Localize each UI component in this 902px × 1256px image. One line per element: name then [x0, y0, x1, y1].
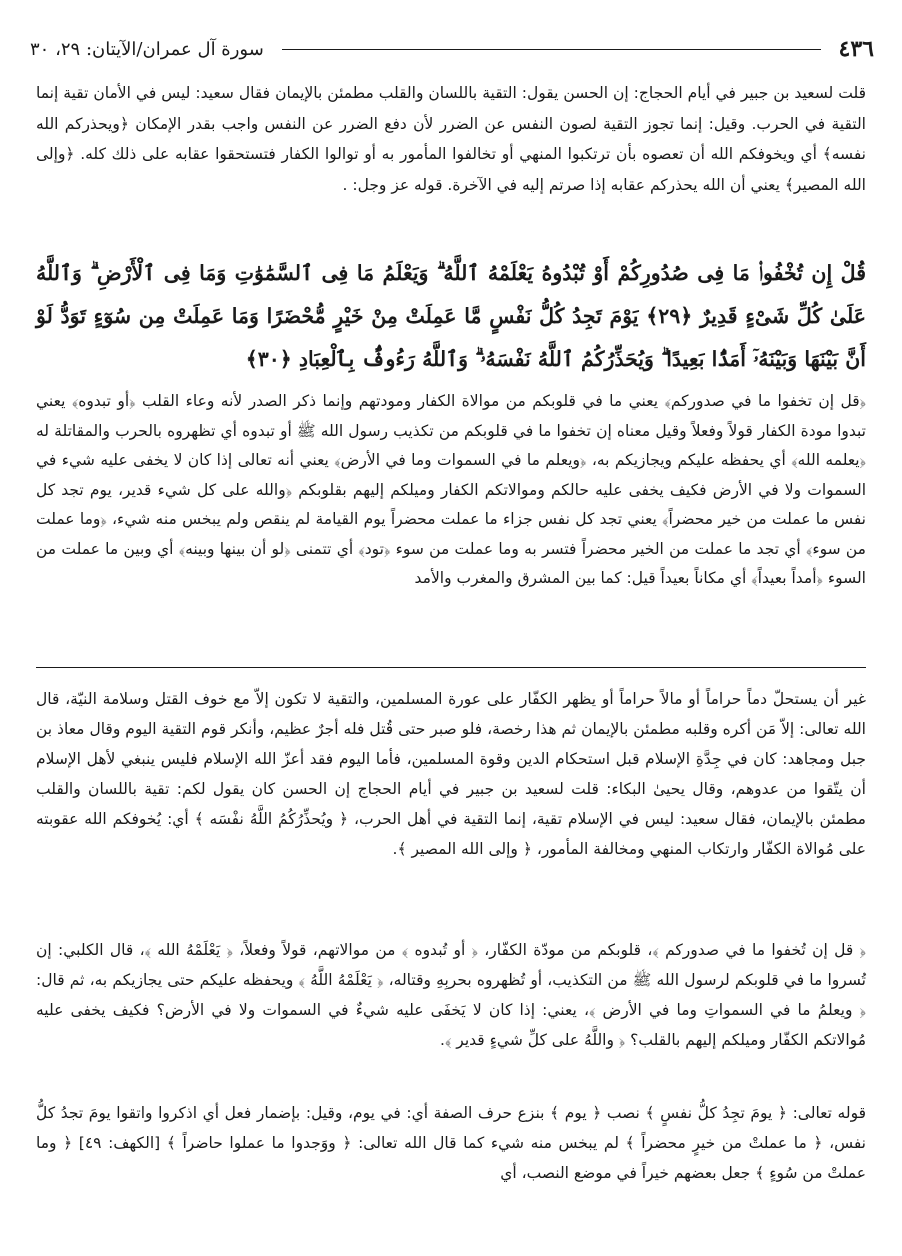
page-header [30, 34, 874, 64]
surah-title: سورة آل عمران/الآيتان: ٢٩، ٣٠ [30, 38, 264, 60]
header-rule [282, 49, 821, 50]
footnote-divider [36, 667, 866, 668]
intro-text: قلت لسعيد بن جبير في أيام الحجاج: إن الحسن يقول: التقية باللسان والقلب مطمئن بالإيمان فقال سعيد: ليس في الأمان تقية إنما التقية في الحرب. وقيل: إنما تجوز التقية لصون النفس عن الضرر لأن دفع الضرر عن النفس واجب بقدر الإمكان ﴿ويحذركم الله نفسه﴾ أي ويخوفكم الله أن تعصوه بأن ترتكبوا المنهي أو تخالفوا المأمور به أو توالوا الكفار فتستحقوا عقابه على ذلك كله. ﴿وإلى الله المصير﴾ يعني أن الله يحذركم عقابه إذا صرتم إليه في الآخرة. قوله عز وجل: . [36, 84, 866, 194]
quran-verses [36, 252, 866, 381]
tafsir-text: ﴿قل إن تخفوا ما في صدوركم﴾ يعني ما في قلوبكم من موالاة الكفار ومودتهم وإنما ذكر الصدر لأنه وعاء القلب ﴿أو تبدوه﴾ يعني تبدوا مودة الكفار قولاً وفعلاً وقيل معناه إن تخفوا ما في قلوبكم من تكذيب رسول الله ﷺ أو تبدوه أي تظهروه بالحرب والمقاتلة له ﴿يعلمه الله﴾ أي يحفظه عليكم ويجازيكم به، ﴿ويعلم ما في السموات وما في الأرض﴾ يعني أنه تعالى إذا كان لا يخفى عليه شيء في السموات ولا في الأرض فكيف يخفى عليه حالكم وموالاتكم الكفار وميلكم إليهم بقلوبكم ﴿والله على كل شيء قدير، يوم تجد كل نفس ما عملت من خير محضراً﴾ يعني تجد كل نفس جزاء ما عملت محضراً يوم القيامة لم ينقص ولم يبخس منه شيء، ﴿وما عملت من سوء﴾ أي تجد ما عملت من الخير محضراً فتسر به وما عملت من سوء ﴿تود﴾ أي تتمنى ﴿لو أن بينها وبينه﴾ أي وبين ما عملت من السوء ﴿أمداً بعيداً﴾ أي مكاناً بعيداً قيل: كما بين المشرق والمغرب والأمد [36, 392, 866, 587]
footnote-paragraph-2 [36, 935, 866, 1055]
quran-text: قُلْ إِن تُخْفُوا۟ مَا فِى صُدُورِكُمْ أَوْ تُبْدُوهُ يَعْلَمْهُ ٱللَّهُ ۗ وَيَعْلَمُ مَا فِى ٱلسَّمَٰوَٰتِ وَمَا فِى ٱلْأَرْضِ ۗ وَٱللَّهُ عَلَىٰ كُلِّ شَىْءٍ قَدِيرٌ ﴿٢٩﴾ يَوْمَ تَجِدُ كُلُّ نَفْسٍ مَّا عَمِلَتْ مِنْ خَيْرٍ مُّحْضَرًا وَمَا عَمِلَتْ مِن سُوٓءٍ تَوَدُّ لَوْ أَنَّ بَيْنَهَا وَبَيْنَهُۥٓ أَمَدًۢا بَعِيدًا ۗ وَيُحَذِّرُكُمُ ٱللَّهُ نَفْسَهُۥ ۗ وَٱللَّهُ رَءُوفٌۢ بِٱلْعِبَادِ ﴿٣٠﴾ [36, 261, 866, 371]
footnote-paragraph-3 [36, 1098, 866, 1188]
footnote-text-3: قوله تعالى: ﴿ يومَ تجِدُ كلُّ نفسٍ ﴾ نصب ﴿ يوم ﴾ بنزع حرف الصفة أي: في يوم، وقيل: بإضمار فعل أي اذكروا واتقوا يومَ تجدُ كلُّ نفس، ﴿ ما عملتْ من خيرٍ محضراً ﴾ لم يبخس منه شيء كما قال الله تعالى: ﴿ ووَجدوا ما عملوا حاضراً ﴾ [الكهف: ٤٩] ﴿ وما عملتْ من سُوءٍ ﴾ جعل بعضهم خيراً في موضع النصب، أي [36, 1104, 866, 1182]
footnote-text-2: ﴿ قل إن تُخفوا ما في صدوركم ﴾، قلوبكم من مودّة الكفّار، ﴿ أو تُبدوه ﴾ من موالاتهم، قولاً وفعلاً، ﴿ يَعْلَمْهُ الله ﴾، قال الكلبي: إن تُسروا ما في قلوبكم لرسول الله ﷺ من التكذيب، أو تُظهروه بحربِهِ وقتاله، ﴿ يَعْلَمْهُ اللَّهُ ﴾ ويحفظه عليكم حتى يجازيكم به، ثم قال: ﴿ ويعلمُ ما في السمواتِ وما في الأرض ﴾، يعني: إذا كان لا يَخفَى عليه شيءٌ في السموات ولا في الأرض؟ فكيف يخفى عليه مُوالاتكم الكفّار وميلكم إليهم بالقلب؟ ﴿ واللَّهُ على كلِّ شيءٍ قدير ﴾. [36, 941, 866, 1049]
footnote-text-1: غير أن يستحلّ دماً حراماً أو مالاً حراماً أو يظهر الكفّار على عورة المسلمين، والتقية لا تكون إلاّ مع خوف القتل وسلامة النيّة، قال الله تعالى: إلاّ مَن أكره وقلبه مطمئن بالإيمان ثم هذا رخصة، فلو صبر حتى قُتل فله أجرٌ عظيم، وأنكر قوم التقية اليوم وقال معاذ بن جبل ومجاهد: كان في جِدَّةِ الإسلام قبل استحكام الدين وقوة المسلمين، فأما اليوم فقد أعزّ الله الإسلام فليس ينبغي لأهل الإسلام أن يتّقوا من عدوهم، وقال يحيىٰ البكاء: قلت لسعيد بن جبير في أيام الحجاج إن الحسن كان يقول لكم: تقية باللسان والقلب مطمئن بالإيمان، فقال سعيد: ليس في الإسلام تقية، إنما التقية في أهل الحرب، ﴿ ويُحذِّرُكُمُ اللَّهُ نفْسَه ﴾ أي: يُخوفكم الله عقوبته على مُوالاة الكفّار وارتكاب المنهي ومخالفة المأمور، ﴿ وإلى الله المصير ﴾. [36, 690, 866, 858]
intro-paragraph [36, 78, 866, 200]
footnote-paragraph-1 [36, 684, 866, 864]
page-number: ٤٣٦ [838, 36, 874, 62]
tafsir-paragraph [36, 387, 866, 594]
